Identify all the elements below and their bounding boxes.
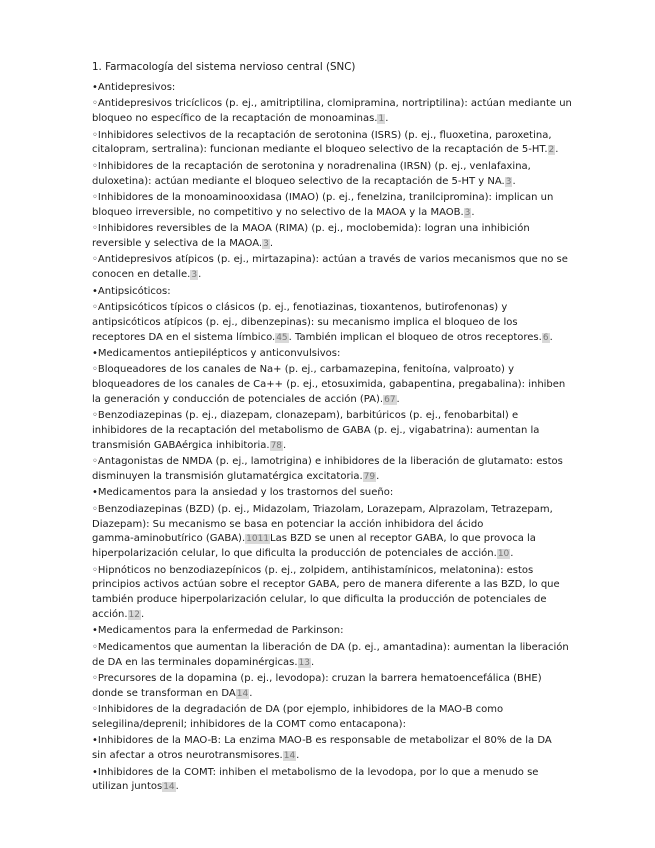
citation-marker[interactable]: 10 [497, 549, 510, 560]
document-body [92, 81, 615, 795]
text-line [92, 301, 615, 316]
citation-marker[interactable]: 3 [191, 270, 198, 281]
paragraph [92, 285, 615, 300]
paragraph [92, 703, 615, 733]
text-run: ◦Precursores de la dopamina (p. ej., levodopa): cruzan la barrera hematoencefálica (BHE) [92, 672, 542, 684]
text-run: . [555, 144, 559, 156]
citation-marker[interactable]: 1 [378, 114, 385, 125]
text-run: ◦Inhibidores de la degradación de DA (por ejemplo, inhibidores de la MAO-B como [92, 704, 504, 716]
section-title: 1. Farmacología del sistema nervioso central (SNC) [92, 61, 356, 73]
text-run: •Antipsicóticos: [92, 285, 171, 297]
text-line [92, 424, 615, 439]
text-line [92, 470, 615, 485]
text-line [92, 268, 615, 283]
text-run: inhibidores de la recaptación del metabolismo de GABA (p. ej., vigabatrina): aumentan la [92, 425, 540, 437]
citation-marker[interactable]: 67 [384, 394, 396, 405]
paragraph [92, 81, 615, 96]
paragraph [92, 624, 615, 639]
text-line [92, 347, 615, 362]
text-run: ◦Inhibidores de la recaptación de serotonina y noradrenalina (IRSN) (p. ej., venlafaxina, [92, 160, 531, 172]
paragraph [92, 222, 615, 252]
citation-marker[interactable]: 3 [263, 238, 269, 249]
text-run: •Inhibidores de la MAO-B: La enzima MAO-B es responsable de metabolizar el 80% de la DA [92, 735, 552, 747]
text-run: bloqueo no específico de la recaptación de monoaminas. [92, 113, 378, 125]
text-line [92, 316, 615, 331]
text-run: •Medicamentos antiepilépticos y anticonvulsivos: [92, 347, 341, 359]
text-run: ◦Inhibidores de la monoaminooxidasa (IMAO) (p. ej., fenelzina, tranilcipromina): implican un [92, 191, 554, 203]
text-run: . [283, 439, 287, 451]
citation-marker[interactable]: 45 [276, 332, 288, 343]
text-line [92, 593, 615, 608]
paragraph [92, 766, 615, 796]
citation-marker[interactable]: 2 [548, 145, 555, 156]
text-run: . [141, 609, 145, 620]
text-run: la generación y conducción de potenciales de acción (PA). [92, 393, 384, 405]
text-run: bloqueo irreversible, no competitivo y no selectivo de la MAOA y la MAOB. [92, 206, 464, 218]
text-line [92, 363, 615, 378]
paragraph [92, 129, 615, 159]
text-line [92, 656, 615, 671]
text-line [92, 780, 615, 795]
citation-marker[interactable]: 3 [464, 207, 471, 218]
text-run: . [510, 548, 514, 560]
text-line [92, 532, 615, 547]
text-run: ◦Inhibidores reversibles de la MAOA (RIMA) (p. ej., moclobemida): logran una inhibición [92, 223, 530, 235]
paragraph [92, 191, 615, 221]
text-run: citalopram, sertralina): funcionan mediante el bloqueo selectivo de la recaptación de 5-HT. [92, 144, 548, 156]
text-run: . [198, 269, 202, 281]
text-line [92, 608, 615, 623]
text-run: •Inhibidores de la COMT: inhiben el metabolismo de la levodopa, por lo que a menudo se [92, 766, 539, 778]
text-run: ◦Antagonistas de NMDA (p. ej., lamotrigina) e inhibidores de la liberación de glutamato: estos [92, 456, 563, 468]
text-run: . También implican el bloqueo de otros receptores. [288, 331, 542, 343]
text-run: antipsicóticos atípicos (p. ej., dibenzepinas): su mecanismo implica el bloqueo de los [92, 316, 518, 328]
paragraph [92, 503, 615, 562]
text-run: ◦Antidepresivos tricíclicos (p. ej., amitriptilina, clomipramina, nortriptilina): actúan mediante un [92, 98, 572, 110]
text-line [92, 455, 615, 470]
text-run: •Medicamentos para la ansiedad y los trastornos del sueño: [92, 487, 394, 499]
text-line [92, 718, 615, 733]
text-line [92, 766, 615, 781]
text-line [92, 81, 615, 96]
text-run: . [269, 237, 273, 249]
text-line [92, 393, 615, 408]
text-run: disminuyen la transmisión glutamatérgica excitatoria. [92, 471, 363, 483]
text-run: ◦Medicamentos que aumentan la liberación de DA (p. ej., amantadina): aumentan la liberación [92, 641, 569, 653]
text-line [92, 734, 615, 749]
paragraph [92, 564, 615, 623]
text-run: . [249, 687, 253, 699]
text-run: . [396, 393, 400, 405]
text-line [92, 672, 615, 687]
text-line [92, 547, 615, 562]
text-line [92, 253, 615, 268]
text-run: también produce hiperpolarización celular, lo que dificulta la producción de potenciales de [92, 594, 547, 606]
text-run: gamma-aminobutírico (GABA). [92, 533, 246, 545]
text-line [92, 749, 615, 764]
paragraph [92, 734, 615, 764]
text-run: . [296, 750, 300, 762]
text-line [92, 486, 615, 501]
text-line [92, 641, 615, 656]
text-run: ◦Inhibidores selectivos de la recaptación de serotonina (ISRS) (p. ej., fluoxetina, paroxetina, [92, 129, 552, 141]
text-line [92, 703, 615, 718]
paragraph [92, 97, 615, 127]
text-line [92, 237, 615, 252]
text-line [92, 409, 615, 424]
text-run: selegilina/deprenil; inhibidores de la COMT como entacapona): [92, 718, 406, 730]
citation-marker[interactable]: 79 [363, 472, 376, 483]
citation-marker[interactable]: 78 [270, 440, 283, 451]
text-run: acción. [92, 609, 128, 620]
text-line [92, 624, 615, 639]
text-line [92, 331, 615, 346]
text-run: Las BZD se unen al receptor GABA, lo que provoca la [270, 533, 536, 545]
text-run: reversible y selectiva de la MAOA. [92, 237, 263, 249]
text-line [92, 206, 615, 221]
text-run: receptores DA en el sistema límbico. [92, 331, 276, 343]
text-run: ◦Bloqueadores de los canales de Na+ (p. ej., carbamazepina, fenitoína, valproato) y [92, 364, 515, 376]
text-run: •Antidepresivos: [92, 82, 176, 93]
paragraph [92, 363, 615, 407]
text-run: bloqueadores de los canales de Ca++ (p. ej., etosuximida, gabapentina, pregabalina): inhiben [92, 379, 566, 391]
text-run: ◦Benzodiazepinas (BZD) (p. ej., Midazolam, Triazolam, Lorazepam, Alprazolam, Tetrazepam, [92, 503, 553, 515]
text-line [92, 378, 615, 393]
text-line [92, 578, 615, 593]
text-line [92, 191, 615, 206]
citation-marker[interactable]: 14 [163, 782, 175, 793]
text-run: donde se transforman en DA [92, 687, 236, 699]
text-line [92, 143, 615, 158]
text-run: de DA en las terminales dopaminérgicas. [92, 656, 298, 668]
paragraph [92, 347, 615, 362]
text-run: utilizan juntos [92, 781, 163, 793]
text-line [92, 518, 615, 533]
text-run: •Medicamentos para la enfermedad de Parkinson: [92, 625, 344, 637]
paragraph [92, 641, 615, 671]
text-line [92, 97, 615, 112]
text-run: . [385, 113, 389, 125]
text-run: ◦Benzodiazepinas (p. ej., diazepam, clonazepam), barbitúricos (p. ej., fenobarbital) e [92, 410, 519, 422]
text-line [92, 160, 615, 175]
text-line [92, 564, 615, 579]
paragraph [92, 409, 615, 453]
text-run: . [512, 175, 516, 187]
paragraph [92, 301, 615, 345]
text-run: . [175, 781, 179, 793]
text-run: hiperpolarización celular, lo que dificulta la producción de potenciales de acción. [92, 548, 497, 560]
text-run: . [549, 331, 553, 343]
text-run: conocen en detalle. [92, 269, 191, 281]
citation-marker[interactable]: 3 [505, 176, 512, 187]
text-line [92, 175, 615, 190]
text-line [92, 112, 615, 127]
text-run: transmisión GABAérgica inhibitoria. [92, 439, 270, 451]
paragraph [92, 455, 615, 485]
text-line [92, 222, 615, 237]
citation-marker[interactable]: 6 [542, 332, 549, 343]
text-line [92, 503, 615, 518]
text-run: principios activos actúan sobre el receptor GABA, pero de manera diferente a las BZD, lo que [92, 579, 560, 591]
text-run: . [376, 471, 380, 483]
text-run: ◦Antidepresivos atípicos (p. ej., mirtazapina): actúan a través de varios mecanismos que no se [92, 254, 568, 266]
text-line [92, 687, 615, 702]
citation-marker[interactable]: 13 [298, 657, 310, 668]
text-line [92, 129, 615, 144]
text-run: Diazepam): Su mecanismo se basa en potenciar la acción inhibidora del ácido [92, 518, 484, 530]
text-run: . [310, 656, 315, 668]
text-run: sin afectar a otros neurotransmisores. [92, 750, 283, 762]
paragraph [92, 672, 615, 702]
citation-marker[interactable]: 1011 [246, 534, 270, 545]
text-run: duloxetina): actúan mediante el bloqueo selectivo de la recaptación de 5-HT y NA. [92, 175, 505, 187]
text-run: ◦Antipsicóticos típicos o clásicos (p. ej., fenotiazinas, tioxantenos, butirofenonas) y [92, 301, 508, 313]
citation-marker[interactable]: 12 [128, 610, 140, 620]
paragraph [92, 486, 615, 501]
citation-marker[interactable]: 14 [283, 751, 296, 762]
text-run: ◦Hipnóticos no benzodiazepínicos (p. ej., zolpidem, antihistamínicos, melatonina): estos [92, 564, 534, 576]
citation-marker[interactable]: 14 [236, 688, 249, 699]
text-run: . [471, 206, 475, 218]
text-line [92, 285, 615, 300]
text-line [92, 439, 615, 454]
paragraph [92, 160, 615, 190]
paragraph [92, 253, 615, 283]
